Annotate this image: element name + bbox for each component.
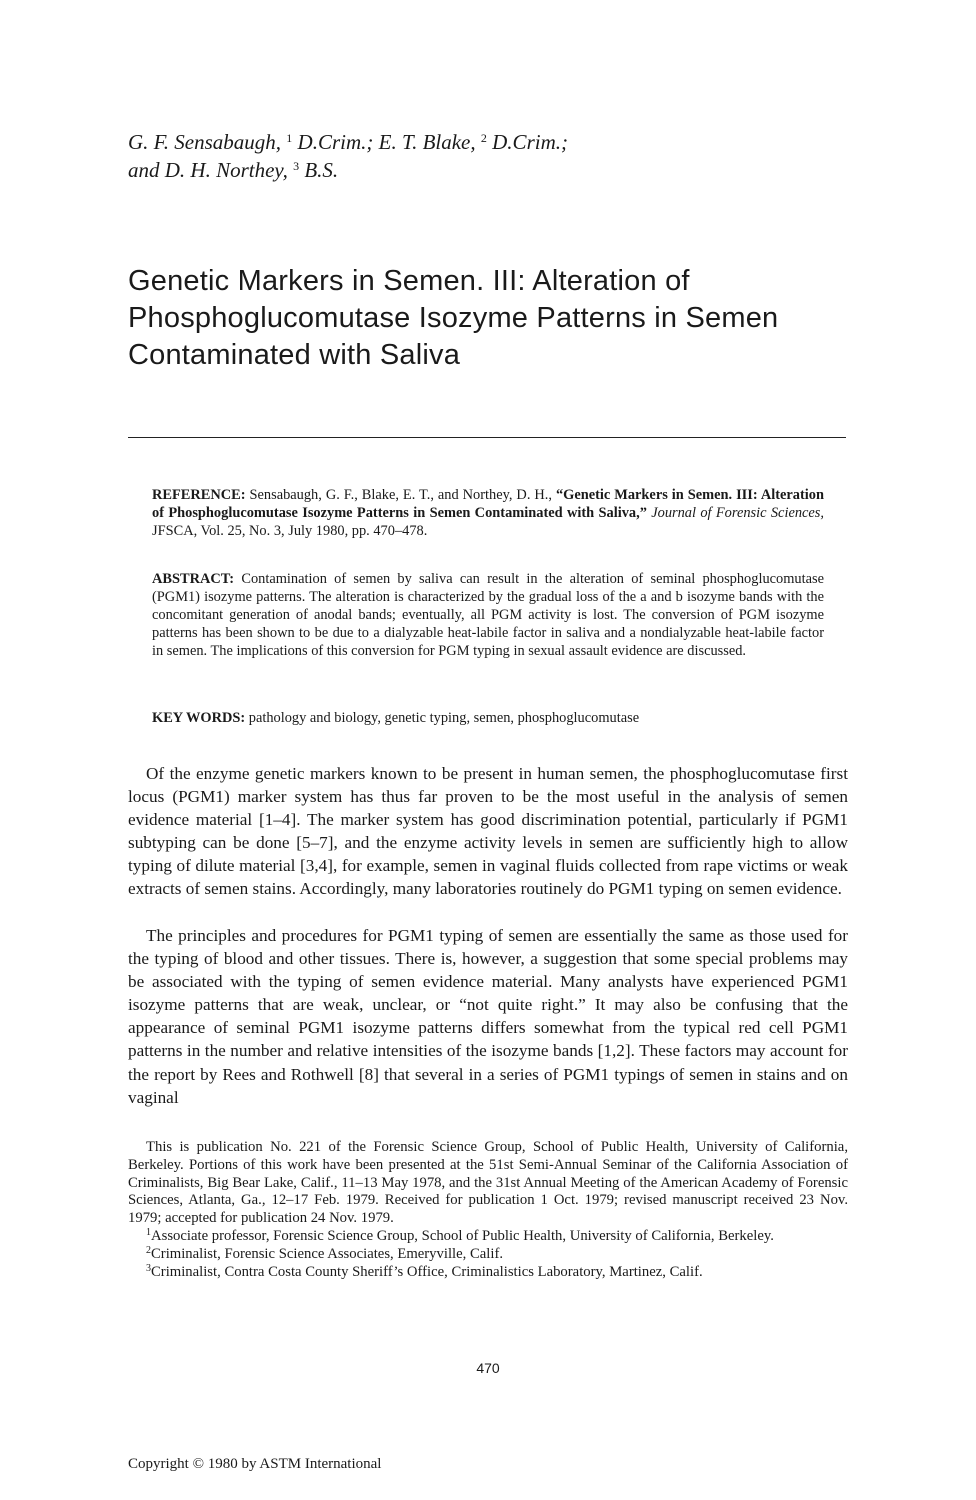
abstract-text: Contamination of semen by saliva can result in the alteration of seminal phosphoglucomutase (PGM1) isozyme patterns. The alteration is characterized by the gradual loss of the a and b isozyme bands with the concomitant generation of anodal bands; eventually, all PGM activity is lost. The conversion of PGM isozyme patterns has been shown to be due to a dialyzable heat-labile factor in saliva and a nondialyzable heat-labile factor in semen. The implications of this conversion for PGM typing in sexual assault evidence are discussed. bbox=[152, 571, 824, 659]
body-paragraph-2-container bbox=[128, 924, 848, 1109]
reference-details: JFSCA, Vol. 25, No. 3, July 1980, pp. 470–478. bbox=[152, 523, 428, 539]
author-2-mark: 2 bbox=[480, 131, 487, 145]
author-1-mark: 1 bbox=[286, 131, 293, 145]
author-list bbox=[128, 128, 848, 184]
footnote-1-text: Associate professor, Forensic Science Group, School of Public Health, University of California, Berkeley. bbox=[151, 1227, 774, 1244]
copyright-notice: Copyright © 1980 by ASTM International bbox=[128, 1456, 382, 1472]
abstract-label: ABSTRACT: bbox=[152, 571, 235, 587]
reference-block bbox=[152, 486, 824, 540]
paper-title: Genetic Markers in Semen. III: Alteration of Phosphoglucomutase Isozyme Patterns in Semen Contaminated with Saliva bbox=[128, 265, 779, 371]
author-3-mark: 3 bbox=[293, 159, 300, 173]
footnote-1-mark: 1 bbox=[146, 1226, 151, 1238]
author-1-degree: D.Crim.; bbox=[297, 130, 374, 154]
author-line-2 bbox=[128, 156, 848, 184]
footnote-general: This is publication No. 221 of the Forensic Science Group, School of Public Health, University of California, Berkeley. Portions of this work have been presented at the 51st Semi-Annual Seminar of the California Association of Criminalists, Big Bear Lake, Calif., 11–13 May 1978, and the 31st Annual Meeting of the American Academy of Forensic Sciences, Atlanta, Ga., 12–17 Feb. 1979. Received for publication 1 Oct. 1979; revised manuscript received 23 Nov. 1979; accepted for publication 24 Nov. 1979. bbox=[128, 1139, 848, 1227]
abstract-block bbox=[152, 570, 824, 660]
footnote-2-mark: 2 bbox=[146, 1244, 151, 1256]
footnote-2-text: Criminalist, Forensic Science Associates, Emeryville, Calif. bbox=[151, 1245, 504, 1262]
footnote-3 bbox=[128, 1264, 848, 1282]
body-paragraph-1: Of the enzyme genetic markers known to be present in human semen, the phosphoglucomutase first locus (PGM1) marker system has thus far proven to be the most useful in the analysis of semen evidence material [1–4]. The marker system has good discrimination potential, particularly if PGM1 subtyping can be done [5–7], and the enzyme activity levels in semen are sufficiently high to allow typing of dilute material [3,4], for example, semen in vaginal fluids collected from rape victims or weak extracts of semen stains. Accordingly, many laboratories routinely do PGM1 typing on semen evidence. bbox=[128, 764, 848, 899]
body-paragraph-2: The principles and procedures for PGM1 typing of semen are essentially the same as those used for the typing of blood and other tissues. There is, however, a suggestion that some special problems may be associated with the typing of semen evidence material. Many analysts have experienced PGM1 isozyme patterns that are weak, unclear, or “not quite right.” It may also be confusing that the appearance of seminal PGM1 isozyme patterns differs somewhat from the typical red cell PGM1 patterns in the number and relative intensities of the isozyme bands [1,2]. These factors may account for the report by Rees and Rothwell [8] that several in a series of PGM1 typings of semen in stains and on vaginal bbox=[128, 926, 848, 1107]
footnote-3-mark: 3 bbox=[146, 1262, 151, 1274]
title-divider bbox=[128, 437, 846, 438]
keywords-text: pathology and biology, genetic typing, semen, phosphoglucomutase bbox=[245, 710, 640, 726]
author-3-degree: B.S. bbox=[304, 158, 339, 182]
reference-label: REFERENCE: bbox=[152, 487, 246, 503]
keywords-block bbox=[152, 709, 824, 727]
page-number: 470 bbox=[476, 1360, 500, 1376]
reference-journal: Journal of Forensic Sciences, bbox=[646, 505, 824, 521]
reference-article-title: “Genetic Markers in Semen. III: Alteration of Phosphoglucomutase Isozyme Patterns in Semen Contaminated with Saliva,” bbox=[152, 487, 824, 521]
keywords-label: KEY WORDS: bbox=[152, 710, 246, 726]
author-1-name: G. F. Sensabaugh, bbox=[128, 130, 282, 154]
author-line-1 bbox=[128, 128, 848, 156]
footnote-2 bbox=[128, 1246, 848, 1264]
author-3-name: and D. H. Northey, bbox=[128, 158, 288, 182]
reference-authors: Sensabaugh, G. F., Blake, E. T., and Northey, D. H., bbox=[245, 487, 556, 503]
author-2-degree: D.Crim.; bbox=[492, 130, 568, 154]
footnotes bbox=[128, 1139, 848, 1281]
footnote-1 bbox=[128, 1228, 848, 1246]
body-paragraph-1-container bbox=[128, 762, 848, 901]
footnote-3-text: Criminalist, Contra Costa County Sheriff’s Office, Criminalistics Laboratory, Martinez, Calif. bbox=[151, 1263, 703, 1280]
author-2-name: E. T. Blake, bbox=[378, 130, 476, 154]
